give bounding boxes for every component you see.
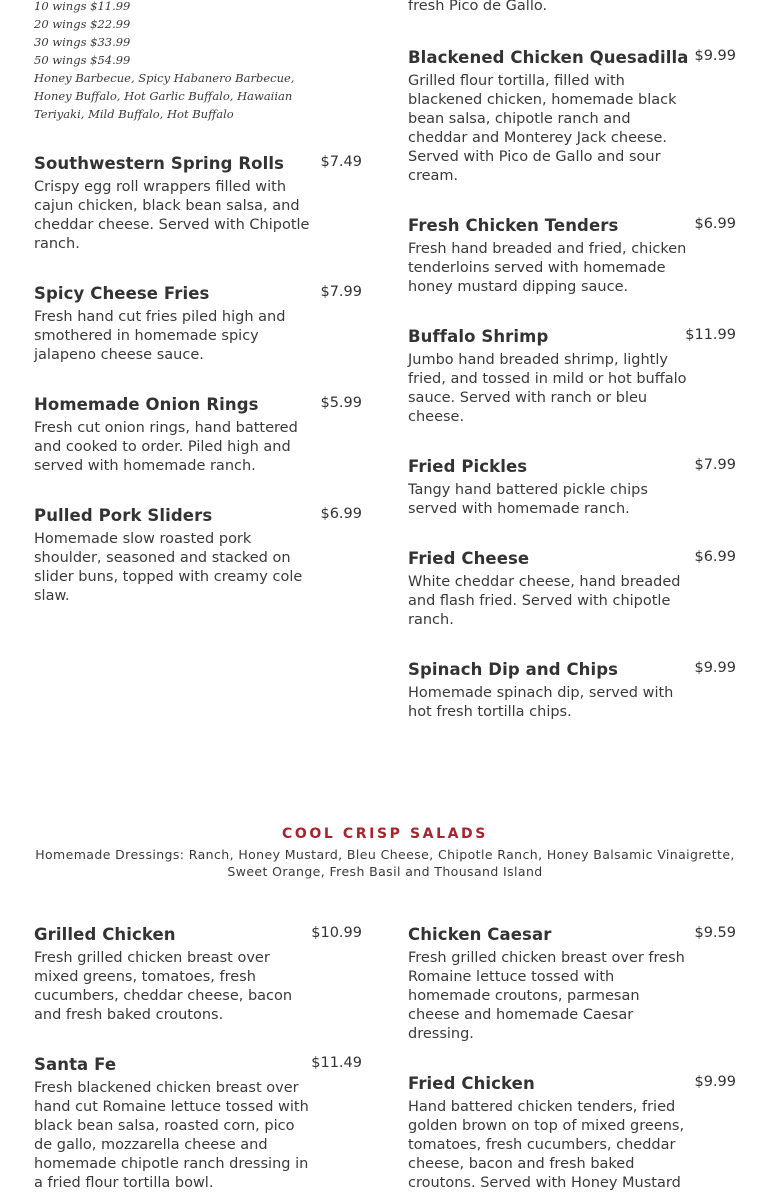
item-description: Grilled flour tortilla, filled with blackened chicken, homemade black bean salsa, chipotle ranch and cheddar and Monterey Jack cheese. Served with Pico de Gallo and sour cream. (408, 73, 677, 184)
item-name: Fried Chicken (408, 1074, 535, 1093)
item-price: $5.99 (320, 395, 362, 411)
item-price: $10.99 (311, 925, 362, 941)
item-description: Homemade slow roasted pork shoulder, seasoned and stacked on slider buns, topped with creamy cole slaw. (34, 531, 303, 604)
item-price: $11.49 (311, 1055, 362, 1071)
section-title: COOL CRISP SALADS (282, 826, 488, 842)
item-price: $7.99 (320, 284, 362, 300)
item-name: Southwestern Spring Rolls (34, 154, 285, 173)
item-name: Fried Pickles (408, 457, 528, 476)
continued-description: fresh Pico de Gallo. (408, 0, 548, 14)
item-price: $7.99 (694, 457, 736, 473)
wings-price-line: 10 wings $11.99 (34, 0, 131, 13)
item-price: $6.99 (320, 506, 362, 522)
wings-price-line: 20 wings $22.99 (34, 17, 131, 31)
item-name: Spicy Cheese Fries (34, 284, 210, 303)
item-description: Fresh cut onion rings, hand battered and cooked to order. Piled high and served with homemade ranch. (34, 420, 298, 474)
item-description: Fresh hand breaded and fried, chicken tenderloins served with homemade honey mustard dipping sauce. (408, 241, 687, 295)
item-description: Crispy egg roll wrappers filled with cajun chicken, black bean salsa, and cheddar cheese. Served with Chipotle ranch. (34, 179, 310, 252)
item-description: Fresh hand cut fries piled high and smothered in homemade spicy jalapeno cheese sauce. (34, 309, 286, 363)
item-price: $9.59 (694, 925, 736, 941)
item-name: Fried Cheese (408, 549, 530, 568)
item-description: Tangy hand battered pickle chips served with homemade ranch. (408, 482, 648, 517)
item-name: Pulled Pork Sliders (34, 506, 213, 525)
item-description: White cheddar cheese, hand breaded and flash fried. Served with chipotle ranch. (408, 574, 681, 628)
section-subtitle: Homemade Dressings: Ranch, Honey Mustard, Bleu Cheese, Chipotle Ranch, Honey Balsamic Vinaigrette, Sweet Orange, Fresh Basil and Thousand Island (35, 847, 735, 879)
item-price: $11.99 (685, 327, 736, 343)
item-description: Hand battered chicken tenders, fried golden brown on top of mixed greens, tomatoes, fresh cucumbers, cheddar cheese, bacon and fresh baked croutons. Served with Honey Mustard (408, 1099, 685, 1191)
item-name: Spinach Dip and Chips (408, 660, 619, 679)
item-name: Fresh Chicken Tenders (408, 216, 619, 235)
wings-flavors: Honey Barbecue, Spicy Habanero Barbecue, Honey Buffalo, Hot Garlic Buffalo, Hawaiian Teriyaki, Mild Buffalo, Hot Buffalo (34, 71, 295, 121)
item-price: $7.49 (320, 154, 362, 170)
item-name: Blackened Chicken Quesadilla (408, 48, 689, 67)
item-description: Jumbo hand breaded shrimp, lightly fried, and tossed in mild or hot buffalo sauce. Served with ranch or bleu cheese. (408, 352, 687, 425)
item-price: $6.99 (694, 216, 736, 232)
wings-price-line: 30 wings $33.99 (34, 35, 131, 49)
item-description: Fresh grilled chicken breast over mixed greens, tomatoes, fresh cucumbers, cheddar cheese, bacon and fresh baked croutons. (34, 950, 293, 1023)
item-description: Homemade spinach dip, served with hot fresh tortilla chips. (408, 685, 674, 720)
item-name: Buffalo Shrimp (408, 327, 549, 346)
item-price: $9.99 (694, 1074, 736, 1090)
item-name: Homemade Onion Rings (34, 395, 259, 414)
item-price: $9.99 (694, 660, 736, 676)
item-price: $6.99 (694, 549, 736, 565)
item-name: Grilled Chicken (34, 925, 176, 944)
item-name: Chicken Caesar (408, 925, 552, 944)
item-description: Fresh grilled chicken breast over fresh Romaine lettuce tossed with homemade croutons, parmesan cheese and homemade Caesar dressing. (408, 950, 685, 1042)
wings-price-list (34, 0, 362, 123)
item-name: Santa Fe (34, 1055, 117, 1074)
item-price: $9.99 (694, 48, 736, 64)
item-description: Fresh blackened chicken breast over hand cut Romaine lettuce tossed with black bean salsa, roasted corn, pico de gallo, mozzarella cheese and homemade chipotle ranch dressing in a fried flour tortilla bowl. (34, 1080, 309, 1191)
wings-price-line: 50 wings $54.99 (34, 53, 131, 67)
